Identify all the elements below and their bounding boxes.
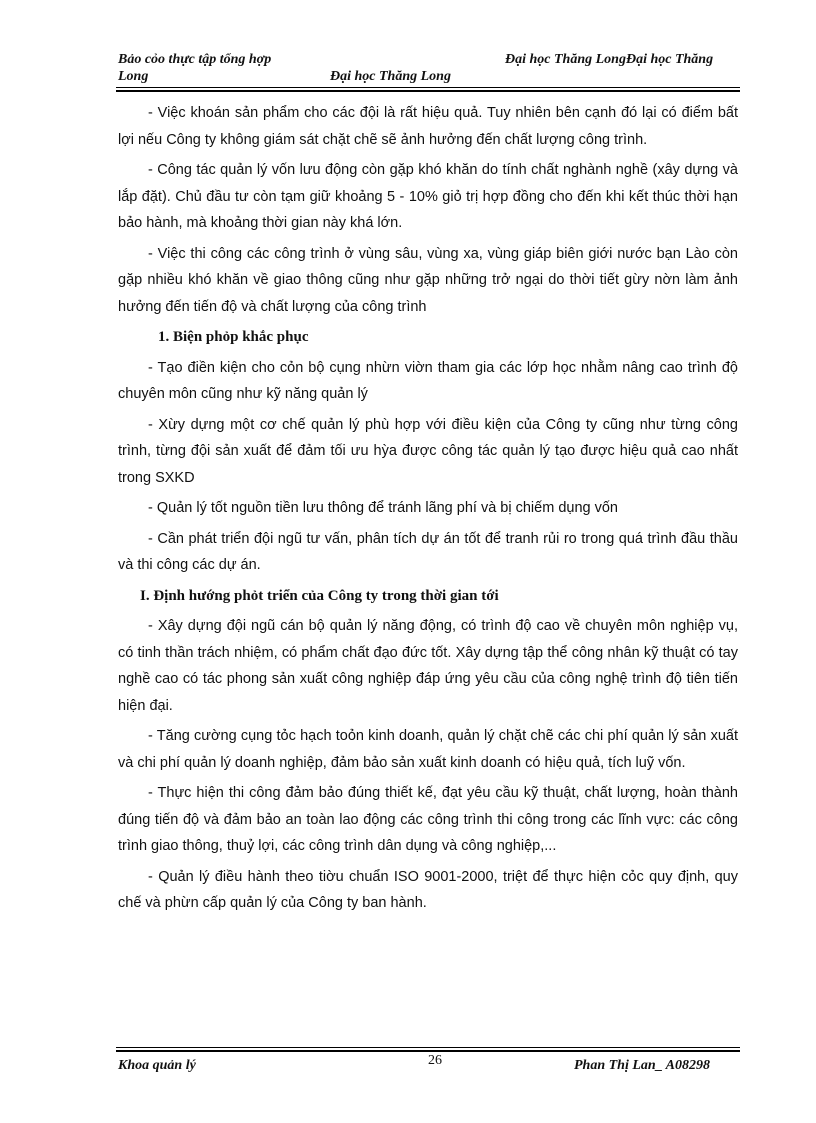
- paragraph: - Quản lý điều hành theo tiờu chuẩn ISO 9001-2000, triệt để thực hiện cỏc quy định, quy chế và phừn cấp quản lý của Công ty ban hành.: [118, 868, 738, 911]
- header-left-line1: Bảo cỏo thực tập tổng hợp: [118, 52, 272, 67]
- section-heading: I. Định hướng phỏt triển của Công ty trong thời gian tới: [140, 587, 499, 604]
- paragraph: - Việc khoán sản phẩm cho các đội là rất hiệu quả. Tuy nhiên bên cạnh đó lại có điểm bất lợi nếu Công ty không giám sát chặt chẽ sẽ ảnh hưởng đến chất lượng công trình.: [118, 105, 738, 148]
- document-body: [118, 100, 738, 921]
- page-number: 26: [428, 1053, 442, 1068]
- header-rule-thick: [116, 90, 740, 92]
- header-center: Đại học Thăng Long: [330, 69, 451, 84]
- footer-rule: [116, 1047, 740, 1048]
- paragraph: - Công tác quản lý vốn lưu động còn gặp khó khăn do tính chất nghành nghề (xây dựng và lắp đặt). Chủ đầu tư còn tạm giữ khoảng 5 - 10% giỏ trị hợp đồng cho đến khi kết thúc thời hạn bảo hành, mà khoảng thời gian này khá lớn.: [118, 162, 738, 231]
- footer-left: Khoa quản lý: [118, 1058, 196, 1073]
- paragraph: - Việc thi công các công trình ở vùng sâu, vùng xa, vùng giáp biên giới nước bạn Lào còn gặp nhiều khó khăn về giao thông cũng như gặp những trở ngại do thời tiết gừy nờn làm ảnh hưởng đến tiến độ và chất lượng của công trình: [118, 245, 738, 315]
- paragraph: - Tăng cường cụng tỏc hạch toỏn kinh doanh, quản lý chặt chẽ các chi phí quản lý sản xuất và chi phí quản lý doanh nghiệp, đảm bảo sản xuất kinh doanh có hiệu quả, tích luỹ vốn.: [118, 728, 738, 771]
- paragraph: - Tạo điền kiện cho cỏn bộ cụng nhừn viờn tham gia các lớp học nhằm nâng cao trình độ chuyên môn cũng như kỹ năng quản lý: [118, 359, 738, 402]
- paragraph: - Quản lý tốt nguồn tiền lưu thông để tránh lãng phí và bị chiếm dụng vốn: [148, 500, 618, 516]
- paragraph: - Thực hiện thi công đảm bảo đúng thiết kế, đạt yêu cầu kỹ thuật, chất lượng, hoàn thành đúng tiến độ và đảm bảo an toàn lao động các công trình thi công trong các lĩnh vực: các công trình giao thông, thuỷ lợi, các công trình dân dụng và công nghiệp,...: [118, 785, 738, 854]
- footer-rule-thick: [116, 1050, 740, 1052]
- footer-right: Phan Thị Lan_ A08298: [574, 1058, 711, 1073]
- paragraph: - Xây dựng đội ngũ cán bộ quản lý năng động, có trình độ cao về chuyên môn nghiệp vụ, có tinh thần trách nhiệm, có phẩm chất đạo đức tốt. Xây dựng tập thể công nhân kỹ thuật có tay nghề cao có tác phong sản xuất công nghiệp đáp ứng yêu cầu của công nghệ trình độ tiên tiến hiện đại.: [118, 618, 738, 714]
- header-right: Đại học Thăng LongĐại học Thăng: [505, 52, 714, 67]
- header-rule: [116, 87, 740, 88]
- header-left-line2: Long: [118, 69, 149, 84]
- paragraph: - Xừy dựng một cơ chế quản lý phù hợp với điều kiện của Công ty cũng như từng công trình, từng đội sản xuất để đảm tối ưu hỳa được công tác quản lý tạo được hiệu quả cao nhất trong SXKD: [118, 416, 738, 486]
- section-heading: 1. Biện phỏp khắc phục: [158, 329, 309, 345]
- paragraph: - Cần phát triển đội ngũ tư vấn, phân tích dự án tốt để tranh rủi ro trong quá trình đầu thầu và thi công các dự án.: [118, 530, 738, 573]
